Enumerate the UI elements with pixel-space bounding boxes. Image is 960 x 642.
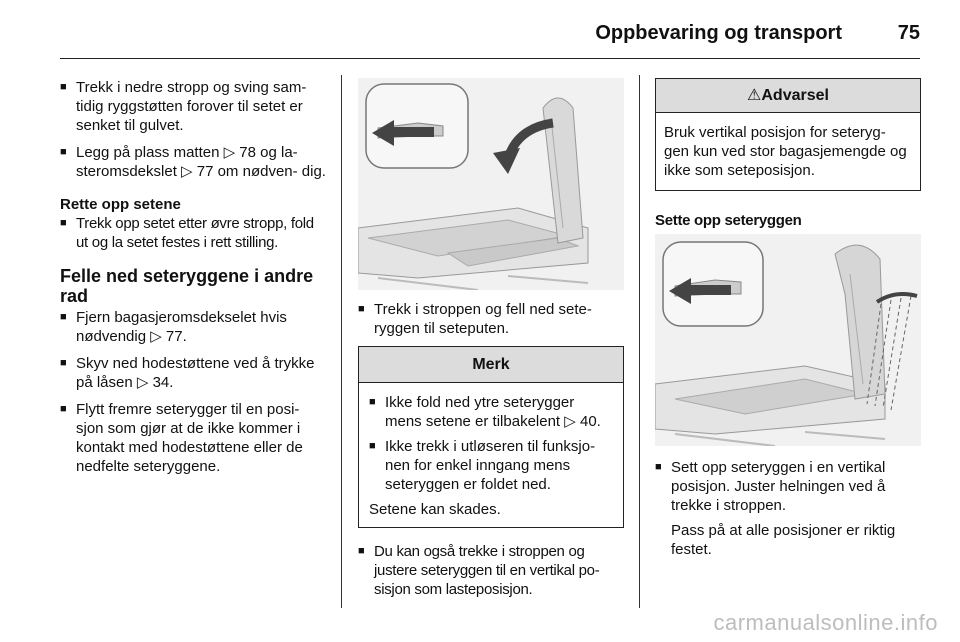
watermark: carmanualsonline.info — [713, 610, 938, 635]
warning-box — [655, 78, 921, 191]
list-item — [655, 458, 921, 559]
page-number: 75 — [897, 22, 920, 44]
column-1 — [60, 78, 328, 484]
subhead-rette-opp: Rette opp setene — [60, 196, 181, 213]
warning-text: Bruk vertikal posisjon for seteryg- gen kun ved stor bagasjemengde og ikke som seteposisjon. — [664, 124, 907, 179]
note-box — [358, 346, 624, 528]
warning-header — [656, 79, 920, 113]
list-item: ■ Skyv ned hodestøttene ved å trykke på låsen ▷ 34. — [60, 354, 328, 392]
warning-title: Advarsel — [761, 87, 829, 104]
column-3 — [655, 78, 921, 567]
bullet-list-top — [60, 78, 328, 181]
bullet-list-raise — [655, 458, 921, 559]
seat-fold-illustration — [358, 78, 624, 290]
bullet-list-mid — [60, 214, 328, 252]
column-2 — [358, 78, 624, 607]
list-item: ■ Trekk i nedre stropp og sving sam- tidig ryggstøtten forover til setet er senket til gulvet. — [60, 78, 328, 135]
note-title: Merk — [359, 347, 623, 383]
list-item: ■ Fjern bagasjeromsdekselet hvis nødvendig ▷ 77. — [60, 308, 328, 346]
list-item: ■ Du kan også trekke i stroppen og justere seteryggen til en vertikal po- sisjon som lasteposisjon. — [358, 542, 624, 599]
list-item: ■ Flytt fremre seterygger til en posi- sjon som gjør at de ikke kommer i kontakt med hodestøttene eller de nedfelte seteryggene. — [60, 400, 328, 476]
bullet-list-fold — [358, 300, 624, 338]
column-divider-1 — [341, 75, 342, 608]
note-footer: Setene kan skades. — [369, 501, 501, 518]
list-item: ■ Trekk i stroppen og fell ned sete- ryggen til seteputen. — [358, 300, 624, 338]
section-title: Felle ned seteryggene i andre rad — [60, 266, 314, 306]
header-rule — [60, 58, 920, 59]
subhead-sette-opp: Sette opp seteryggen — [655, 212, 802, 229]
list-item: ■ Ikke fold ned ytre seterygger mens setene er tilbakelent ▷ 40. — [369, 393, 613, 431]
list-item: ■ Legg på plass matten ▷ 78 og la- steromsdekslet ▷ 77 om nødven- dig. — [60, 143, 328, 181]
warning-triangle-icon: ⚠ — [747, 87, 762, 104]
header-title: Oppbevaring og transport — [595, 22, 842, 44]
note-body — [359, 383, 623, 527]
raise-continuation: Pass på at alle posisjoner er riktig festet. — [671, 522, 896, 558]
raise-instruction: Sett opp seteryggen i en vertikal posisjon. Juster helningen ved å trekke i stroppen. — [671, 459, 886, 514]
seat-raise-illustration — [655, 234, 921, 446]
bullet-list-bottom — [60, 308, 328, 476]
list-item: ■ Ikke trekk i utløseren til funksjo- nen for enkel inngang mens seteryggen er foldet ned. — [369, 437, 613, 494]
list-item: ■ Trekk opp setet etter øvre stropp, fold ut og la setet festes i rett stilling. — [60, 214, 328, 252]
note-bullet-list — [369, 393, 613, 494]
seat-raise-drawing — [655, 234, 921, 446]
bullet-list-adjust — [358, 542, 624, 599]
column-divider-2 — [639, 75, 640, 608]
seat-fold-drawing — [358, 78, 624, 290]
page-header — [60, 18, 920, 58]
